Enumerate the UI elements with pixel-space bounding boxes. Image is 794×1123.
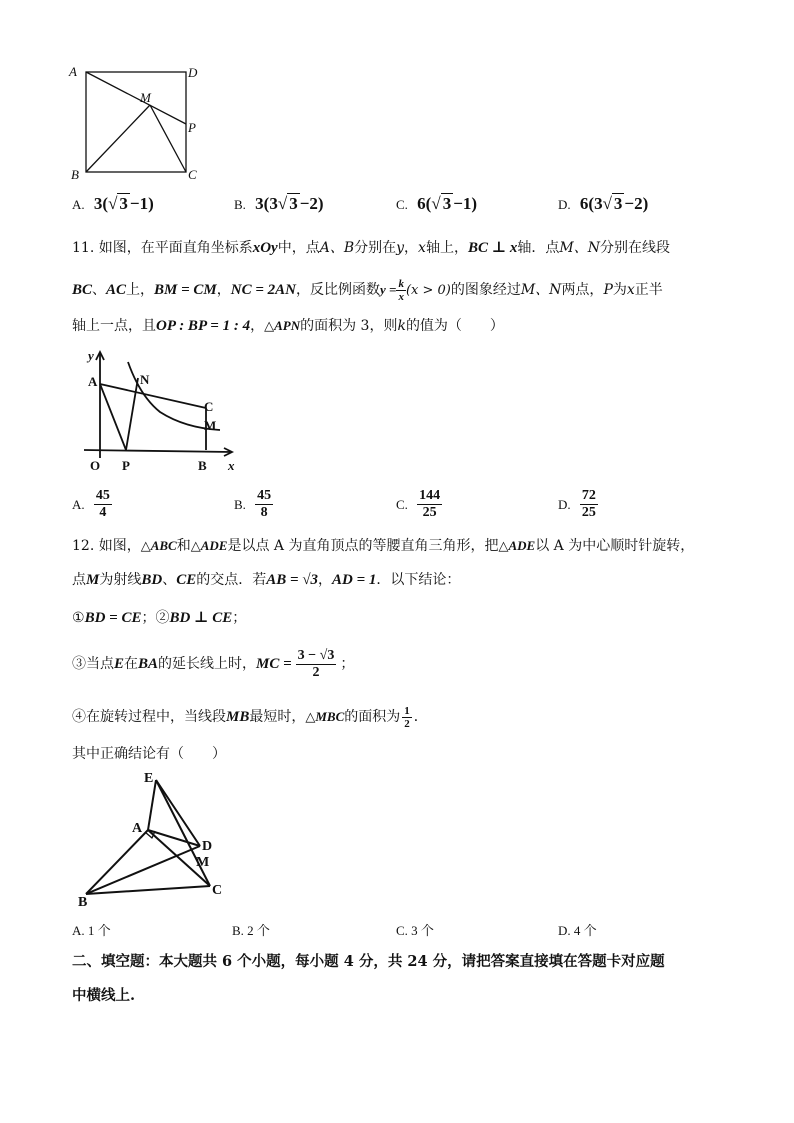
label-m: M bbox=[140, 90, 151, 105]
q12-options bbox=[72, 920, 772, 940]
label-m: M bbox=[196, 855, 210, 870]
q11-option-d[interactable]: D. $\frac{72}{25}$ bbox=[558, 488, 596, 520]
q11-option-c[interactable]: C. $\frac{144}{25}$ bbox=[396, 488, 441, 520]
q12-line-2: 点M为射线BD、CE的交点．若AB = √3，AD = 1．以下结论： bbox=[72, 572, 461, 588]
q12-option-c[interactable]: C. 3 个 bbox=[396, 923, 434, 938]
label-n: N bbox=[140, 372, 150, 387]
label-a: A bbox=[132, 821, 143, 836]
q11-options bbox=[72, 488, 772, 528]
label-c: C bbox=[204, 399, 214, 414]
q11-option-a[interactable]: A. $\frac{45}{4}$ bbox=[72, 488, 110, 520]
rotation-figure bbox=[72, 768, 232, 908]
label-m: M bbox=[204, 418, 217, 433]
segment-ba bbox=[86, 830, 148, 894]
label-y: y bbox=[88, 348, 94, 363]
label-c: C bbox=[188, 167, 197, 180]
q10-option-d[interactable]: D. 6(3√ 3 −2) bbox=[558, 194, 649, 213]
label-e: E bbox=[144, 771, 154, 786]
label-b: B bbox=[78, 895, 88, 908]
x-axis bbox=[84, 450, 232, 452]
q12-option-b[interactable]: B. 2 个 bbox=[232, 923, 270, 938]
q12-option-a[interactable]: A. 1 个 bbox=[72, 923, 111, 938]
label-p: P bbox=[188, 120, 196, 135]
label-p: P bbox=[122, 458, 130, 473]
label-x: x bbox=[228, 458, 235, 473]
coordinate-figure bbox=[80, 346, 240, 476]
q10-options bbox=[72, 194, 772, 220]
q12-ask: 其中正确结论有（ ） bbox=[72, 746, 226, 762]
segment-ed bbox=[156, 780, 200, 846]
q12-option-d[interactable]: D. 4 个 bbox=[558, 923, 597, 938]
q10-option-a[interactable]: A. 3(√ 3 −1) bbox=[72, 194, 154, 213]
q11-line-1: 11. 如图，在平面直角坐标系xOy中，点A、B分别在y，x轴上，BC ⊥ x轴．点M、N分别在线段 bbox=[72, 240, 670, 256]
segment-ae bbox=[148, 780, 156, 830]
q12-conclusion-4: ④在旋转过程中，当线段MB最短时，△MBC的面积为 $\frac{1}{2}$ ． bbox=[72, 704, 428, 730]
label-c: C bbox=[212, 883, 223, 898]
q10-option-b[interactable]: B. 3(3√ 3 −2) bbox=[234, 194, 324, 213]
label-b: B bbox=[198, 458, 207, 473]
line-bm bbox=[86, 105, 150, 172]
square-figure bbox=[66, 60, 206, 180]
q11-line-2: BC、AC上，BM = CM，NC = 2AN，反比例函数y = $\frac{k}{x}$ (x > 0)的图象经过M、N两点，P为x正半 bbox=[72, 277, 663, 303]
label-b: B bbox=[71, 167, 79, 180]
q10-option-c[interactable]: C. 6(√ 3 −1) bbox=[396, 194, 478, 213]
label-d: D bbox=[202, 839, 213, 854]
segment-ap bbox=[100, 384, 126, 450]
q12-conclusion-1-2: ①BD = CE；②BD ⊥ CE； bbox=[72, 610, 247, 626]
label-a: A bbox=[88, 374, 98, 389]
section2-heading-line-1: 二、填空题：本大题共 6 个小题，每小题 4 分，共 24 分，请把答案直接填在答题卡对应题 bbox=[72, 953, 665, 970]
label-d: D bbox=[188, 65, 198, 80]
q12-conclusion-3: ③当点E在BA的延长线上时，MC = $\frac{3 - √3}{2}$ ； bbox=[72, 647, 355, 680]
segment-pn bbox=[126, 378, 138, 450]
q11-line-3: 轴上一点，且OP : BP = 1 : 4，△APN的面积为 3，则k的值为（ ） bbox=[72, 318, 504, 334]
line-ap bbox=[86, 72, 186, 124]
q11-option-b[interactable]: B. $\frac{45}{8}$ bbox=[234, 488, 272, 520]
q12-line-1: 12. 如图，△ABC和△ADE是以点 A 为直角顶点的等腰直角三角形，把△ADE以 A 为中心顺时针旋转， bbox=[72, 538, 695, 554]
label-a: A bbox=[69, 64, 77, 79]
label-o: O bbox=[90, 458, 101, 473]
segment-ec bbox=[156, 780, 213, 886]
section2-heading-line-2: 中横线上. bbox=[72, 987, 136, 1004]
